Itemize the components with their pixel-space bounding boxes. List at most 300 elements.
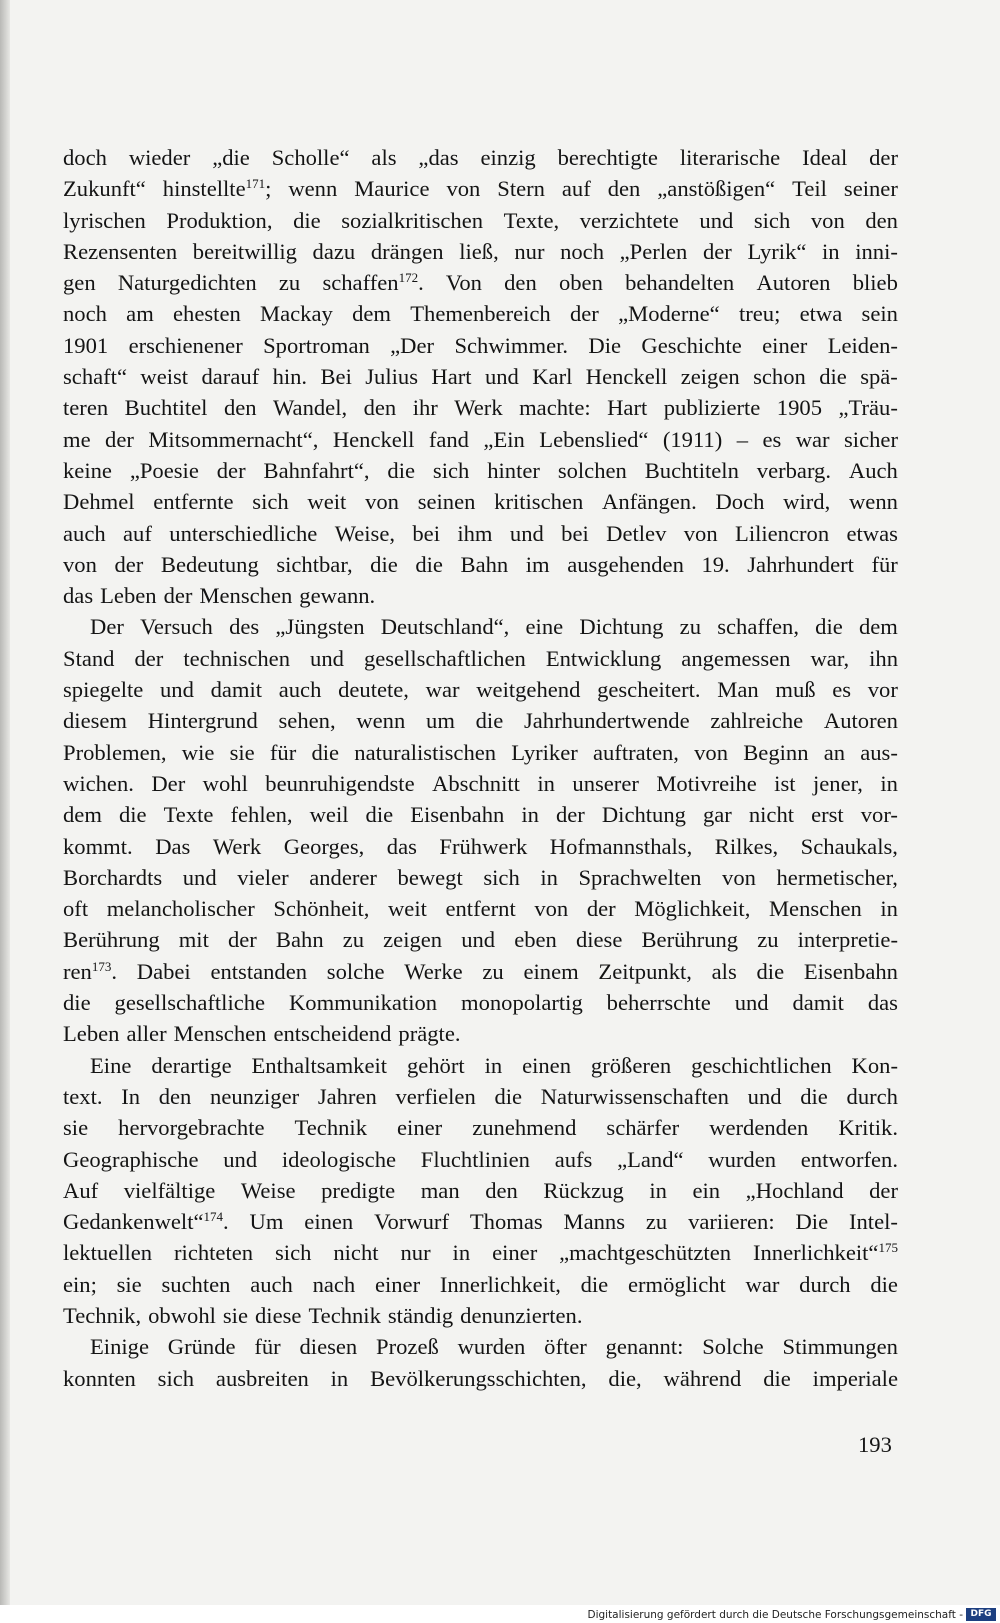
- word-text: wenn: [356, 708, 406, 734]
- text-line: [63, 1175, 898, 1206]
- word: [460, 1300, 582, 1331]
- word-text: behandelten: [625, 270, 735, 296]
- word: [273, 361, 308, 392]
- word: [555, 1144, 593, 1175]
- word: [519, 392, 591, 423]
- footer-credit: Digitalisierung gefördert durch die Deutsche Forschungsgemeinschaft -: [587, 1609, 963, 1621]
- word-text: Beginn: [743, 739, 809, 765]
- word-text: genannt:: [605, 1334, 684, 1360]
- word: [338, 674, 409, 705]
- word-text: der: [869, 145, 898, 170]
- word-text: Hofmannsthals,: [549, 833, 693, 859]
- word: [722, 862, 756, 893]
- word-text: das: [867, 990, 898, 1016]
- word: [161, 1269, 230, 1300]
- word-text: Anfängen.: [602, 489, 697, 515]
- word: [811, 799, 844, 830]
- word: [383, 924, 442, 955]
- word: [576, 924, 622, 955]
- word: [356, 705, 405, 736]
- word-text: Schwimmer.: [454, 332, 569, 358]
- word-text: darauf: [201, 364, 260, 390]
- word-text: lyrischen: [63, 207, 146, 233]
- word: [445, 893, 515, 924]
- word: [753, 1237, 898, 1268]
- word: [273, 1018, 391, 1049]
- word-text: auftraten,: [592, 739, 679, 765]
- word-text: in: [649, 1177, 667, 1203]
- word-text: Der: [90, 614, 124, 640]
- word: [299, 580, 375, 611]
- word: [607, 987, 711, 1018]
- text-line: [63, 1018, 898, 1049]
- word: [63, 236, 177, 267]
- text-line: [63, 956, 898, 987]
- word-text: Julius: [365, 364, 418, 390]
- word: [775, 674, 815, 705]
- word-text: erschienener: [128, 332, 243, 358]
- word-text: publizierte: [663, 395, 761, 421]
- word: [410, 799, 504, 830]
- word: [331, 1363, 349, 1394]
- word: [844, 173, 898, 204]
- word: [63, 392, 108, 423]
- text-line: [63, 1269, 898, 1300]
- word: [398, 862, 463, 893]
- word: [483, 862, 519, 893]
- word-text: den: [363, 395, 397, 421]
- word: [183, 862, 217, 893]
- word: [160, 674, 194, 705]
- word: [118, 1112, 264, 1143]
- word-text: gesellschaftlichen: [363, 645, 526, 671]
- word-text: die: [415, 551, 443, 577]
- word: [492, 1237, 537, 1268]
- word: [699, 205, 733, 236]
- word: [691, 1050, 832, 1081]
- word-text: muß: [775, 677, 816, 703]
- word: [558, 455, 627, 486]
- word-text: wurden: [708, 1146, 777, 1172]
- text-line: [63, 1237, 898, 1268]
- word: [709, 1112, 808, 1143]
- word-text: naturalistischen: [354, 739, 497, 765]
- word: [370, 549, 398, 580]
- word-text: eben: [514, 927, 557, 953]
- word: [212, 142, 250, 173]
- word-text: Berührung: [641, 927, 739, 953]
- word: [664, 392, 761, 423]
- word: [388, 1300, 453, 1331]
- word: [747, 549, 854, 580]
- word-text: sich: [483, 864, 520, 890]
- word-text: entfernte: [153, 489, 234, 515]
- word: [485, 1175, 518, 1206]
- word: [625, 267, 734, 298]
- word: [802, 142, 847, 173]
- word-text: entfernt: [445, 896, 516, 922]
- word: [591, 1050, 671, 1081]
- word-text: Kommunikation: [288, 990, 438, 1016]
- word: [868, 674, 898, 705]
- word-text: die: [800, 1083, 828, 1109]
- word-text: vielfältige: [123, 1177, 216, 1203]
- word: [641, 924, 738, 955]
- word: [199, 580, 292, 611]
- word-text: Bedeutung: [160, 551, 259, 577]
- word: [63, 1269, 97, 1300]
- word: [252, 486, 288, 517]
- text-line: [63, 893, 898, 924]
- word-text: bei: [561, 520, 589, 546]
- word-text: der: [114, 551, 144, 577]
- word-text: keine: [63, 457, 112, 483]
- word: [544, 1331, 587, 1362]
- text-line: [63, 1300, 898, 1331]
- text-line: [63, 862, 898, 893]
- word: [663, 424, 722, 455]
- word-text: treu;: [738, 301, 781, 327]
- word-text: wohl: [202, 770, 248, 796]
- text-line: [63, 611, 898, 642]
- word: [804, 956, 898, 987]
- word-text: Rückzug: [543, 1177, 624, 1203]
- word: [735, 987, 769, 1018]
- text-line: [63, 987, 898, 1018]
- word: [859, 611, 898, 642]
- word-text: Henckell: [585, 364, 668, 390]
- word: [237, 862, 288, 893]
- text-line: [63, 643, 898, 674]
- word: [179, 924, 209, 955]
- word-text: ist: [774, 770, 796, 796]
- word: [63, 361, 127, 392]
- word: [375, 1269, 420, 1300]
- word: [749, 799, 794, 830]
- word-text: 1901: [63, 332, 109, 358]
- word-text: Schönheit,: [273, 896, 370, 922]
- word: [849, 455, 898, 486]
- word: [252, 1050, 388, 1081]
- word: [230, 737, 255, 768]
- word-text: damit: [210, 677, 263, 703]
- word-text: Autoren: [823, 708, 898, 734]
- word-text: zu: [342, 927, 365, 953]
- word-text: Scholle“: [271, 145, 350, 170]
- word-text: Berührung: [63, 927, 160, 953]
- word: [260, 298, 333, 329]
- word-text: wie: [181, 739, 215, 765]
- word: [228, 924, 257, 955]
- word-text: Auch: [848, 457, 898, 483]
- word-text: für: [254, 1334, 281, 1360]
- word: [461, 549, 509, 580]
- text-line: [63, 142, 898, 173]
- word-text: Gründe: [167, 1334, 236, 1360]
- word-text: um: [426, 708, 455, 734]
- word-text: Lyrik“: [747, 238, 807, 264]
- word-text: der: [227, 927, 257, 953]
- word-text: wenn: [288, 176, 338, 202]
- word: [431, 361, 471, 392]
- word-text: einer: [374, 1271, 421, 1297]
- word-text: Bahn: [460, 551, 509, 577]
- word-text: man: [420, 1177, 460, 1203]
- word-text: in: [330, 1365, 349, 1391]
- word: [810, 643, 849, 674]
- word-text: unserer: [572, 770, 639, 796]
- word-text: das: [386, 833, 417, 859]
- word: [263, 330, 370, 361]
- word: [407, 1050, 465, 1081]
- word: [526, 549, 550, 580]
- word: [440, 1269, 561, 1300]
- word: [90, 1331, 149, 1362]
- word-text: Kon-: [851, 1052, 898, 1078]
- word: [273, 392, 347, 423]
- text-line: [63, 1112, 898, 1143]
- word-text: „Moderne“: [618, 301, 720, 327]
- word: [413, 392, 438, 423]
- text-line: [63, 392, 898, 423]
- word: [376, 1331, 439, 1362]
- word-text: –: [736, 426, 748, 452]
- word: [735, 518, 829, 549]
- word-text: Sportroman: [263, 332, 370, 358]
- word: [454, 330, 568, 361]
- word-text: Menschen: [199, 583, 293, 609]
- word-text: Leben: [100, 583, 157, 609]
- word: [657, 173, 775, 204]
- text-line: [63, 205, 898, 236]
- word-text: wenn: [848, 489, 898, 515]
- word-text: Buchtiteln: [644, 457, 739, 483]
- word-text: Solche: [702, 1334, 764, 1360]
- word-text: Die: [795, 1209, 829, 1235]
- word-text: Vorwurf: [374, 1209, 449, 1235]
- word: [63, 1018, 119, 1049]
- word-text: „anstößigen“: [657, 176, 776, 202]
- word: [304, 1206, 353, 1237]
- word: [737, 424, 748, 455]
- word-text: Versuch: [140, 614, 213, 640]
- word: [230, 799, 292, 830]
- word: [558, 142, 658, 173]
- word: [559, 1237, 731, 1268]
- word-text: die: [293, 207, 321, 233]
- word: [504, 205, 560, 236]
- word-text: des: [229, 614, 260, 640]
- word-text: und: [160, 677, 194, 703]
- word: [459, 236, 499, 267]
- word-text: solche: [326, 958, 385, 984]
- word-text: diese: [575, 927, 623, 953]
- word-text: seinen: [417, 489, 476, 515]
- word-text: und: [310, 645, 344, 671]
- word: [511, 737, 578, 768]
- word: [777, 392, 822, 423]
- word-text: Deutschland“,: [380, 614, 510, 640]
- word-text: Um: [249, 1209, 284, 1235]
- footnote-marker: 175: [878, 1240, 898, 1256]
- word: [129, 142, 190, 173]
- word-text: Intel-: [848, 1209, 898, 1235]
- word: [387, 455, 415, 486]
- word: [137, 956, 191, 987]
- word: [480, 142, 535, 173]
- word: [272, 142, 350, 173]
- word-text: Man: [717, 677, 759, 703]
- word: [63, 831, 133, 862]
- word-text: wird,: [783, 489, 831, 515]
- word: [559, 267, 603, 298]
- word-text: ständig: [387, 1302, 454, 1328]
- word-text: gewann.: [299, 583, 376, 609]
- word: [370, 1363, 586, 1394]
- word-text: doch: [63, 145, 107, 170]
- word-text: Bahn: [275, 927, 324, 953]
- word-text: den: [865, 207, 898, 233]
- word: [63, 267, 96, 298]
- word-text: zu: [757, 927, 779, 953]
- word: [598, 956, 692, 987]
- word-text: berechtigte: [557, 145, 658, 170]
- word-text: hervorgebrachte: [118, 1115, 265, 1141]
- text-line: [63, 924, 898, 955]
- word-text: imperiale: [812, 1365, 898, 1391]
- word-text: geschichtlichen: [691, 1052, 832, 1078]
- word: [284, 831, 365, 862]
- word: [320, 361, 351, 392]
- word: [426, 705, 455, 736]
- word-text: noch: [560, 238, 604, 264]
- word: [421, 1175, 460, 1206]
- word: [580, 205, 679, 236]
- word: [855, 236, 898, 267]
- word-text: im: [525, 551, 550, 577]
- word-text: teren: [63, 395, 109, 421]
- word: [792, 987, 843, 1018]
- word: [210, 956, 307, 987]
- word-text: Technik: [308, 1302, 381, 1328]
- word-text: zahlreiche: [710, 708, 804, 734]
- word-text: verbarg.: [756, 457, 832, 483]
- word-text: Karl: [532, 364, 573, 390]
- word-text: den: [223, 395, 257, 421]
- word: [341, 205, 483, 236]
- text-line: [63, 298, 898, 329]
- word: [485, 361, 519, 392]
- word: [318, 1081, 377, 1112]
- word-text: nicht: [748, 802, 795, 828]
- word: [211, 674, 262, 705]
- word-text: hinstellte: [162, 176, 246, 202]
- word-text: und: [747, 1083, 782, 1109]
- word: [387, 831, 417, 862]
- word: [126, 1018, 166, 1049]
- word: [485, 1050, 503, 1081]
- word: [476, 705, 504, 736]
- word-text: variieren:: [688, 1209, 775, 1235]
- word: [795, 1206, 828, 1237]
- word-text: Leiden-: [827, 332, 898, 358]
- text-line: [63, 424, 898, 455]
- word: [270, 737, 296, 768]
- word: [762, 424, 781, 455]
- word-text: Fluchtlinien: [420, 1146, 530, 1172]
- word: [293, 205, 321, 236]
- word-text: auch: [250, 1271, 293, 1297]
- word-text: technischen: [183, 645, 291, 671]
- word: [578, 862, 701, 893]
- word: [870, 1269, 898, 1300]
- word-text: ausbreiten: [215, 1365, 309, 1391]
- word-text: Schaukals,: [800, 833, 898, 859]
- word: [63, 862, 162, 893]
- word: [681, 361, 740, 392]
- word-text: Produktion,: [166, 207, 273, 233]
- word-text: Entwicklung: [545, 645, 662, 671]
- word-text: ideologische: [281, 1146, 397, 1172]
- word: [63, 924, 160, 955]
- word: [757, 924, 778, 955]
- word: [607, 392, 647, 423]
- word: [865, 205, 898, 236]
- word-text: entstanden: [210, 958, 308, 984]
- word-text: (1911): [662, 426, 723, 452]
- word-text: gesellschaftliche: [114, 990, 266, 1016]
- word-text: ihn: [869, 645, 898, 671]
- text-line: [63, 173, 898, 204]
- word: [540, 862, 558, 893]
- word: [757, 956, 785, 987]
- word-text: predigte: [321, 1177, 396, 1203]
- word-text: wurden: [457, 1334, 526, 1360]
- footnote-marker: 173: [91, 958, 112, 974]
- word-text: Stimmungen: [782, 1334, 898, 1360]
- word: [174, 1237, 253, 1268]
- word: [844, 424, 898, 455]
- word-text: monopolartig: [461, 990, 583, 1016]
- word: [183, 643, 290, 674]
- word-text: Weise,: [334, 520, 395, 546]
- word-text: aus-: [860, 739, 898, 765]
- word: [182, 737, 215, 768]
- word: [63, 1206, 229, 1237]
- word: [125, 392, 208, 423]
- word-text: einen: [304, 1209, 354, 1235]
- word-text: Innerlichkeit,: [439, 1271, 561, 1297]
- word: [815, 611, 843, 642]
- word: [537, 768, 555, 799]
- word-text: Thomas: [469, 1209, 543, 1235]
- word-text: Prozeß: [376, 1334, 439, 1360]
- word-text: auf: [123, 520, 152, 546]
- word-text: in: [452, 1240, 471, 1266]
- word-text: Bevölkerungsschichten,: [370, 1365, 587, 1391]
- text-line: [63, 1144, 898, 1175]
- word: [494, 1081, 522, 1112]
- word: [398, 1018, 460, 1049]
- word-text: ehesten: [173, 301, 241, 327]
- word: [148, 1300, 216, 1331]
- word: [862, 298, 898, 329]
- word-text: Borchardts: [63, 864, 163, 890]
- word-text: ermöglicht: [627, 1271, 726, 1297]
- word: [265, 768, 414, 799]
- word: [717, 674, 758, 705]
- word-text: öfter: [544, 1334, 587, 1360]
